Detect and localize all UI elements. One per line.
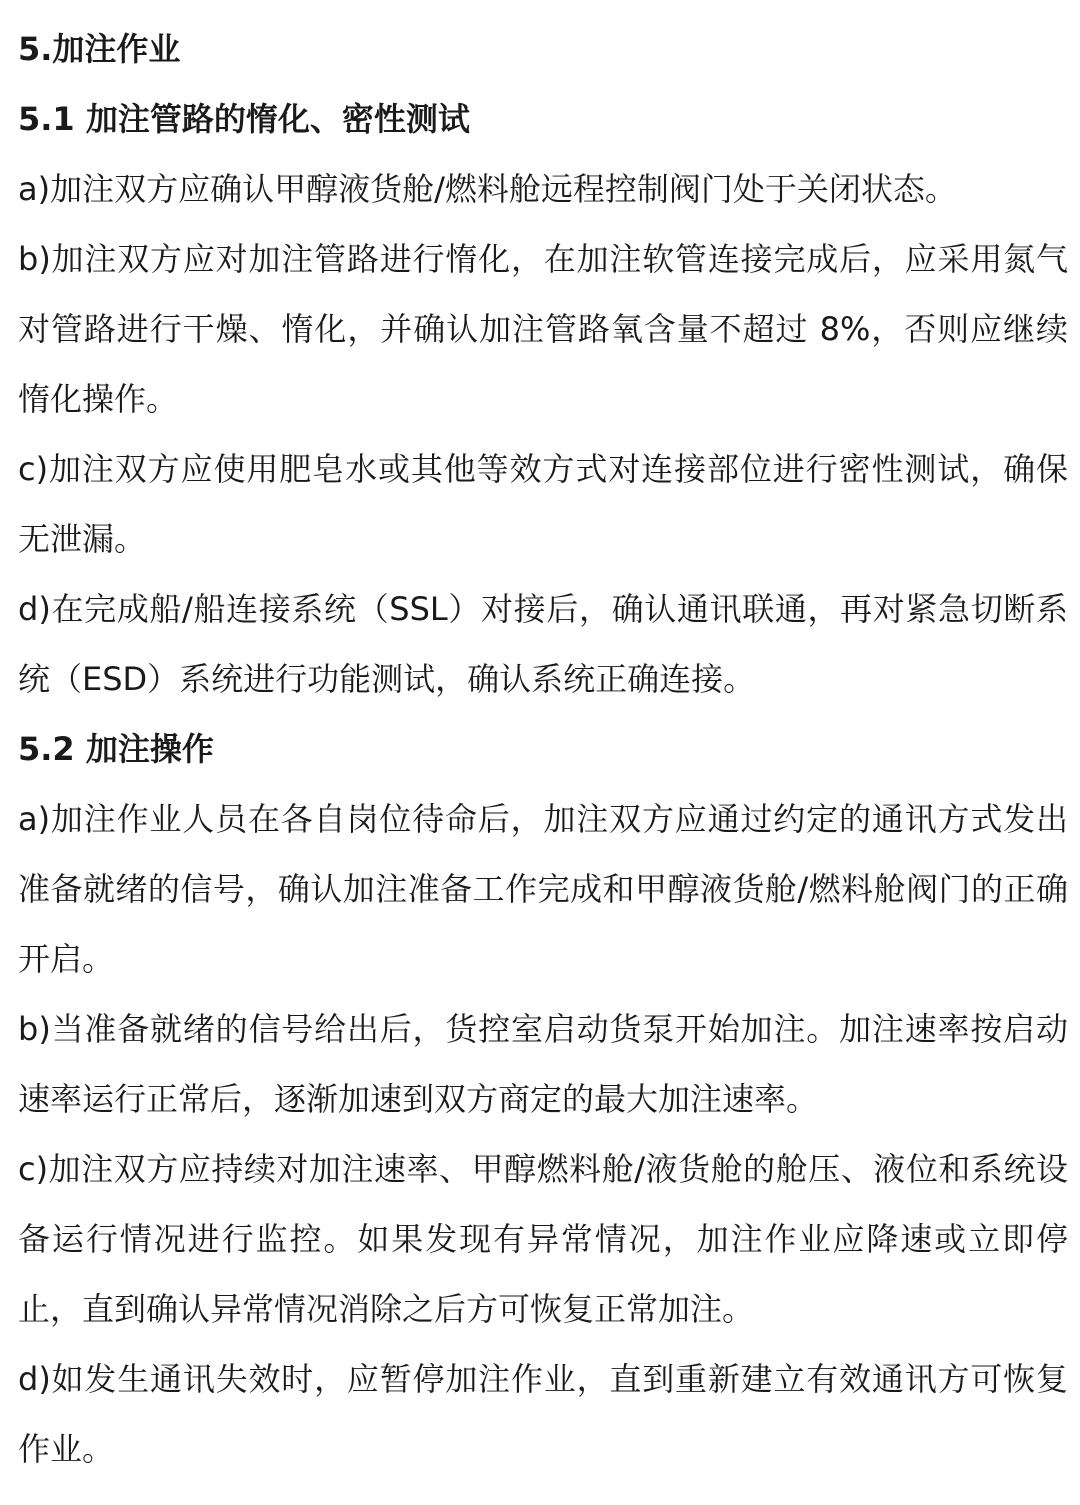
- paragraph-5-1-b: b)加注双方应对加注管路进行惰化，在加注软管连接完成后，应采用氮气对管路进行干燥、惰化，并确认加注管路氧含量不超过 8%，否则应继续惰化操作。: [18, 240, 1068, 418]
- section-title: 5.加注作业: [18, 30, 181, 68]
- paragraph-5-1-c: c)加注双方应使用肥皂水或其他等效方式对连接部位进行密性测试，确保无泄漏。: [18, 450, 1068, 558]
- paragraph-5-2-b: b)当准备就绪的信号给出后，货控室启动货泵开始加注。加注速率按启动速率运行正常后，逐渐加速到双方商定的最大加注速率。: [18, 1010, 1068, 1118]
- subsection-title-5-2: 5.2 加注操作: [18, 730, 214, 768]
- paragraph-5-2-c: c)加注双方应持续对加注速率、甲醇燃料舱/液货舱的舱压、液位和系统设备运行情况进行监控。如果发现有异常情况，加注作业应降速或立即停止，直到确认异常情况消除之后方可恢复正常加注。: [18, 1150, 1068, 1328]
- paragraph-5-2-d: d)如发生通讯失效时，应暂停加注作业，直到重新建立有效通讯方可恢复作业。: [18, 1360, 1068, 1468]
- paragraph-5-1-a: a)加注双方应确认甲醇液货舱/燃料舱远程控制阀门处于关闭状态。: [18, 170, 957, 208]
- paragraph-5-2-a: a)加注作业人员在各自岗位待命后，加注双方应通过约定的通讯方式发出准备就绪的信号，确认加注准备工作完成和甲醇液货舱/燃料舱阀门的正确开启。: [18, 800, 1068, 978]
- paragraph-5-1-d: d)在完成船/船连接系统（SSL）对接后，确认通讯联通，再对紧急切断系统（ESD）系统进行功能测试，确认系统正确连接。: [18, 590, 1068, 698]
- subsection-title-5-1: 5.1 加注管路的惰化、密性测试: [18, 100, 470, 138]
